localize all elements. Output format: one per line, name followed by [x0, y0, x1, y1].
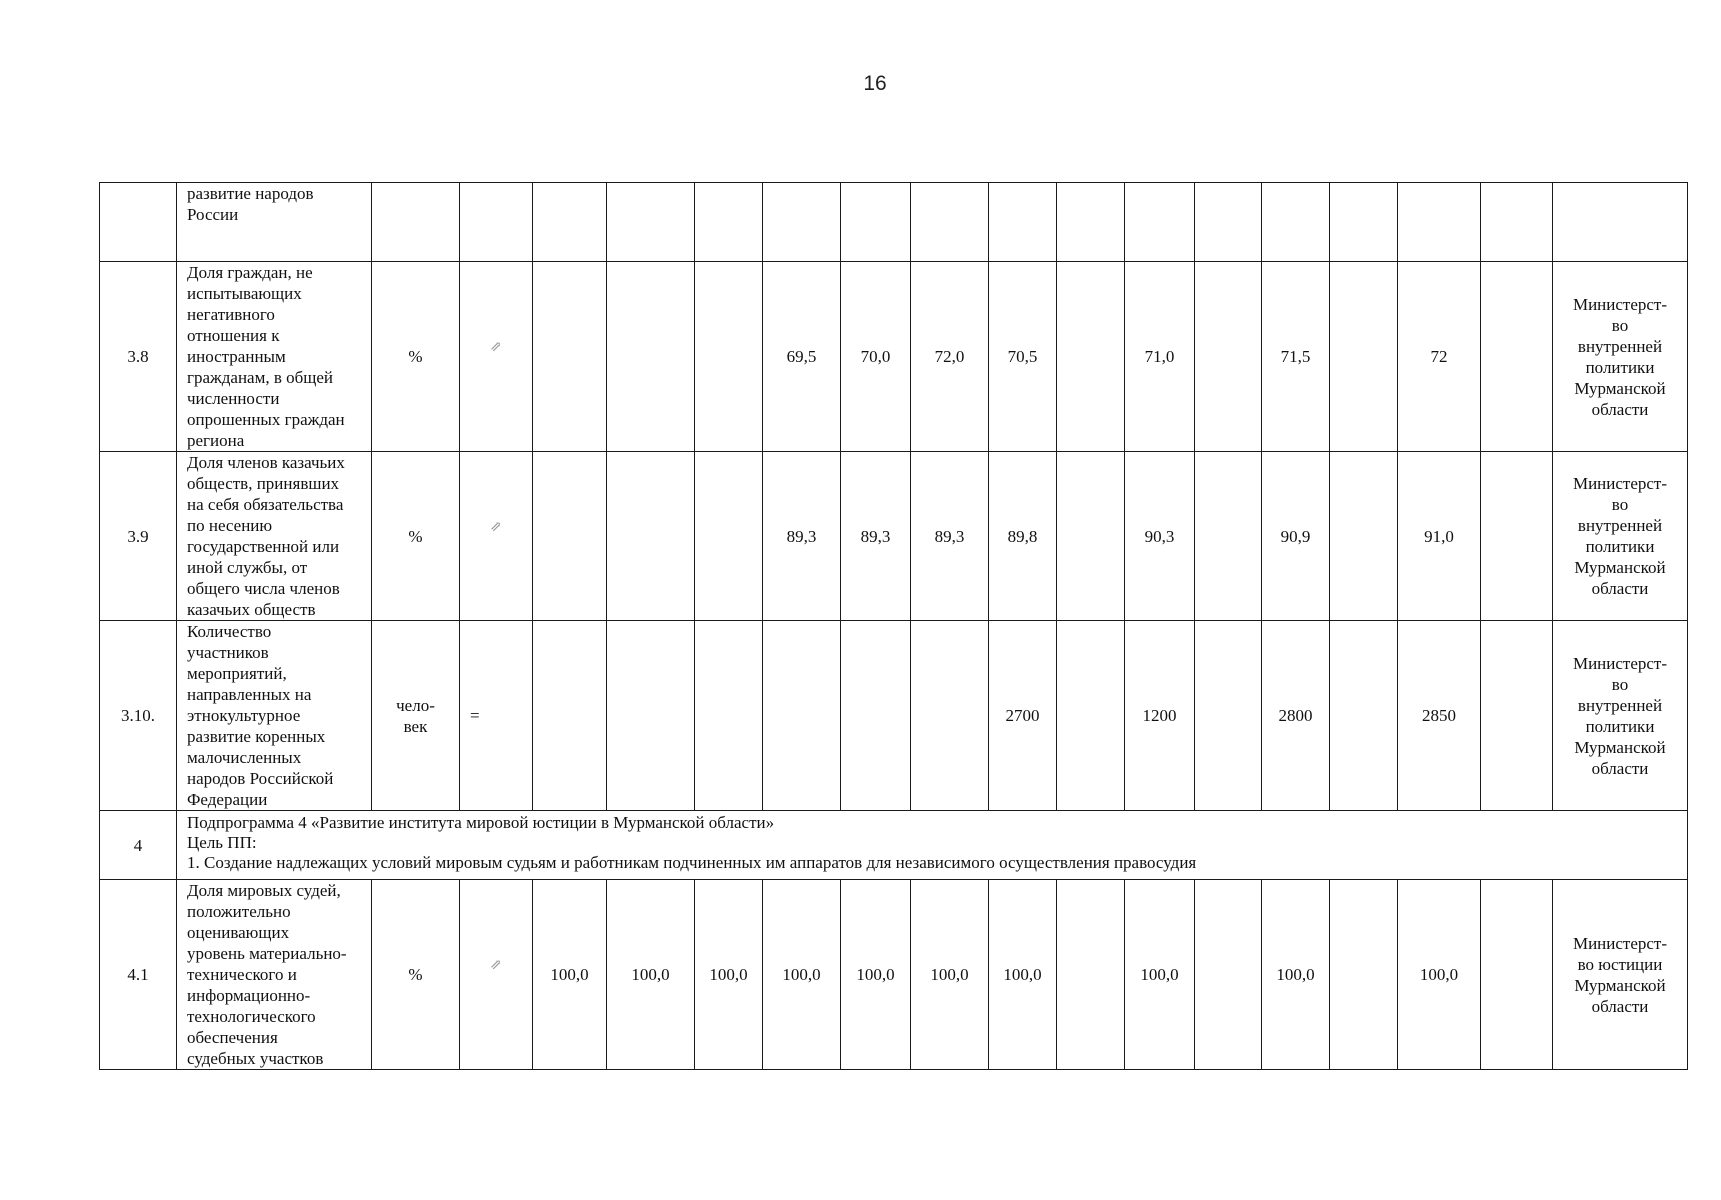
text-line: во — [1611, 495, 1629, 514]
text-line: судебных участков — [187, 1049, 324, 1068]
text-line: области — [1591, 996, 1649, 1016]
value-cell: 100,0 — [607, 880, 695, 1070]
text-line: Министерст- — [1572, 933, 1668, 953]
text-line: внутренней — [1577, 336, 1663, 356]
text-line: на себя обязательства — [187, 495, 344, 514]
text-line: иной службы, от — [187, 558, 308, 577]
value-cell — [1057, 621, 1125, 811]
text-line: общего числа членов — [187, 579, 340, 598]
value-cell — [607, 262, 695, 452]
value-cell — [763, 621, 841, 811]
value-cell: 100,0 — [911, 880, 989, 1070]
value-cell — [607, 183, 695, 262]
text-line: век — [403, 716, 428, 736]
text-line: численности — [187, 389, 280, 408]
value-cell — [460, 183, 533, 262]
unit-cell: % — [372, 452, 460, 621]
responsible-cell — [1553, 452, 1688, 621]
text-line: внутренней — [1577, 695, 1663, 715]
text-line: испытывающих — [187, 284, 302, 303]
value-cell — [1553, 183, 1688, 262]
value-cell: 72 — [1398, 262, 1481, 452]
table-row — [100, 262, 1688, 452]
value-cell — [533, 183, 607, 262]
text-line: этнокультурное — [187, 706, 301, 725]
text-line: по несению — [187, 516, 273, 535]
value-cell — [1481, 452, 1553, 621]
value-cell — [1195, 183, 1262, 262]
value-cell — [1057, 452, 1125, 621]
text-line: политики — [1585, 716, 1655, 736]
value-cell — [1481, 880, 1553, 1070]
text-line: обеспечения — [187, 1028, 278, 1047]
indicator-name-cell — [177, 452, 372, 621]
value-cell: 100,0 — [1262, 880, 1330, 1070]
row-number-cell: 3.9 — [100, 452, 177, 621]
row-number-cell: 3.8 — [100, 262, 177, 452]
value-cell — [1057, 262, 1125, 452]
value-cell: 100,0 — [763, 880, 841, 1070]
value-cell: 72,0 — [911, 262, 989, 452]
text-line: оценивающих — [187, 923, 290, 942]
value-cell — [1195, 880, 1262, 1070]
value-cell — [989, 183, 1057, 262]
direction-cell — [460, 262, 533, 452]
text-line: обществ, принявших — [187, 474, 340, 493]
table-row-section — [100, 811, 1688, 880]
value-cell: 71,0 — [1125, 262, 1195, 452]
indicator-name-cell — [177, 183, 372, 262]
text-line: иностранным — [187, 347, 286, 366]
row-number-cell — [100, 183, 177, 262]
text-line: развитие народов — [187, 184, 314, 203]
value-cell — [695, 262, 763, 452]
mark-symbol: ⇗ — [490, 340, 502, 355]
text-line: малочисленных — [187, 748, 302, 767]
text-line: мероприятий, — [187, 664, 287, 683]
value-cell: 89,3 — [911, 452, 989, 621]
unit-cell: % — [372, 262, 460, 452]
value-cell — [372, 183, 460, 262]
responsible-cell — [1553, 262, 1688, 452]
value-cell — [1057, 183, 1125, 262]
row-number-cell: 3.10. — [100, 621, 177, 811]
value-cell — [763, 183, 841, 262]
value-cell — [1330, 880, 1398, 1070]
value-cell — [695, 452, 763, 621]
mark-symbol: ⇗ — [490, 519, 502, 535]
value-cell — [1262, 183, 1330, 262]
value-cell: 90,3 — [1125, 452, 1195, 621]
row-number-cell: 4 — [100, 811, 177, 880]
value-cell: 100,0 — [1398, 880, 1481, 1070]
text-line: 1. Создание надлежащих условий мировым судьям и работникам подчиненных им аппаратов для независимого осуществления правосудия — [187, 853, 1197, 872]
text-line: опрошенных граждан — [187, 410, 345, 429]
table-row — [100, 452, 1688, 621]
value-cell — [607, 452, 695, 621]
table-row — [100, 621, 1688, 811]
value-cell: 90,9 — [1262, 452, 1330, 621]
indicator-name-cell — [177, 621, 372, 811]
text-line: области — [1591, 758, 1649, 778]
value-cell — [1330, 621, 1398, 811]
text-line: региона — [187, 431, 245, 450]
table-row-continuation — [100, 183, 1688, 262]
value-cell: 89,3 — [763, 452, 841, 621]
value-cell: 89,3 — [841, 452, 911, 621]
text-line: Мурманской — [1574, 975, 1666, 995]
text-line: области — [1591, 399, 1649, 419]
direction-cell — [460, 880, 533, 1070]
text-line: уровень материально- — [187, 944, 347, 963]
text-line: гражданам, в общей — [187, 368, 334, 387]
unit-cell — [372, 621, 460, 811]
value-cell — [1195, 262, 1262, 452]
value-cell — [607, 621, 695, 811]
value-cell — [911, 183, 989, 262]
text-line: Министерст- — [1572, 294, 1668, 314]
text-line: Федерации — [187, 790, 268, 809]
value-cell — [1481, 262, 1553, 452]
value-cell — [841, 183, 911, 262]
value-cell — [911, 621, 989, 811]
value-cell: 70,0 — [841, 262, 911, 452]
text-line: Министерст- — [1572, 653, 1668, 673]
table-row — [100, 880, 1688, 1070]
text-line: информационно- — [187, 986, 311, 1005]
responsible-cell — [1553, 621, 1688, 811]
text-line: направленных на — [187, 685, 312, 704]
text-line: технологического — [187, 1007, 316, 1026]
value-cell — [533, 262, 607, 452]
text-line: Доля мировых судей, — [187, 881, 341, 900]
text-line: Мурманской — [1574, 737, 1666, 757]
value-cell: 100,0 — [989, 880, 1057, 1070]
text-line: государственной или — [187, 537, 340, 556]
value-cell: 2800 — [1262, 621, 1330, 811]
value-cell: 100,0 — [841, 880, 911, 1070]
text-line: развитие коренных — [187, 727, 326, 746]
value-cell: 91,0 — [1398, 452, 1481, 621]
unit-cell: % — [372, 880, 460, 1070]
text-line: во юстиции — [1577, 954, 1663, 974]
text-line: Доля граждан, не — [187, 263, 313, 282]
value-cell — [533, 452, 607, 621]
row-number-cell: 4.1 — [100, 880, 177, 1070]
text-line: внутренней — [1577, 516, 1663, 535]
value-cell: 1200 — [1125, 621, 1195, 811]
value-cell: 2850 — [1398, 621, 1481, 811]
text-line: во — [1611, 674, 1629, 694]
text-line: казачьих обществ — [187, 600, 316, 619]
mark-symbol: ⇗ — [490, 958, 502, 973]
value-cell — [1330, 452, 1398, 621]
value-cell: 70,5 — [989, 262, 1057, 452]
value-cell: 100,0 — [1125, 880, 1195, 1070]
value-cell: 71,5 — [1262, 262, 1330, 452]
value-cell — [695, 621, 763, 811]
text-line: народов Российской — [187, 769, 334, 788]
value-cell — [1125, 183, 1195, 262]
text-line: участников — [187, 643, 269, 662]
value-cell: 69,5 — [763, 262, 841, 452]
text-line: негативного — [187, 305, 275, 324]
value-cell — [533, 621, 607, 811]
responsible-cell — [1553, 880, 1688, 1070]
text-line: технического и — [187, 965, 297, 984]
direction-cell — [460, 452, 533, 621]
text-line: Доля членов казачьих — [187, 453, 345, 472]
value-cell — [1195, 621, 1262, 811]
value-cell: 100,0 — [695, 880, 763, 1070]
text-line: во — [1611, 315, 1629, 335]
value-cell — [1195, 452, 1262, 621]
text-line: Количество — [187, 622, 272, 641]
text-line: чело- — [396, 695, 435, 715]
value-cell — [695, 183, 763, 262]
direction-cell: = — [460, 621, 533, 811]
value-cell — [1330, 262, 1398, 452]
text-line: политики — [1585, 357, 1655, 377]
indicator-name-cell — [177, 262, 372, 452]
text-line: политики — [1585, 537, 1655, 556]
table-body — [100, 183, 1688, 1070]
text-line: области — [1591, 579, 1649, 598]
text-line: Мурманской — [1574, 378, 1666, 398]
value-cell: 2700 — [989, 621, 1057, 811]
value-cell — [1398, 183, 1481, 262]
value-cell — [1481, 621, 1553, 811]
value-cell — [1057, 880, 1125, 1070]
text-line: России — [187, 205, 239, 224]
section-header-cell — [177, 811, 1688, 880]
text-line: Подпрограмма 4 «Развитие института мировой юстиции в Мурманской области» — [187, 813, 775, 832]
text-line: Мурманской — [1574, 558, 1666, 577]
text-line: положительно — [187, 902, 291, 921]
value-cell: 89,8 — [989, 452, 1057, 621]
page-number: 16 — [863, 72, 887, 95]
value-cell — [1330, 183, 1398, 262]
indicators-table — [99, 182, 1688, 1070]
value-cell — [1481, 183, 1553, 262]
value-cell: 100,0 — [533, 880, 607, 1070]
text-line: Цель ПП: — [187, 833, 257, 852]
value-cell — [841, 621, 911, 811]
indicator-name-cell — [177, 880, 372, 1070]
text-line: отношения к — [187, 326, 280, 345]
text-line: Министерст- — [1572, 474, 1668, 493]
